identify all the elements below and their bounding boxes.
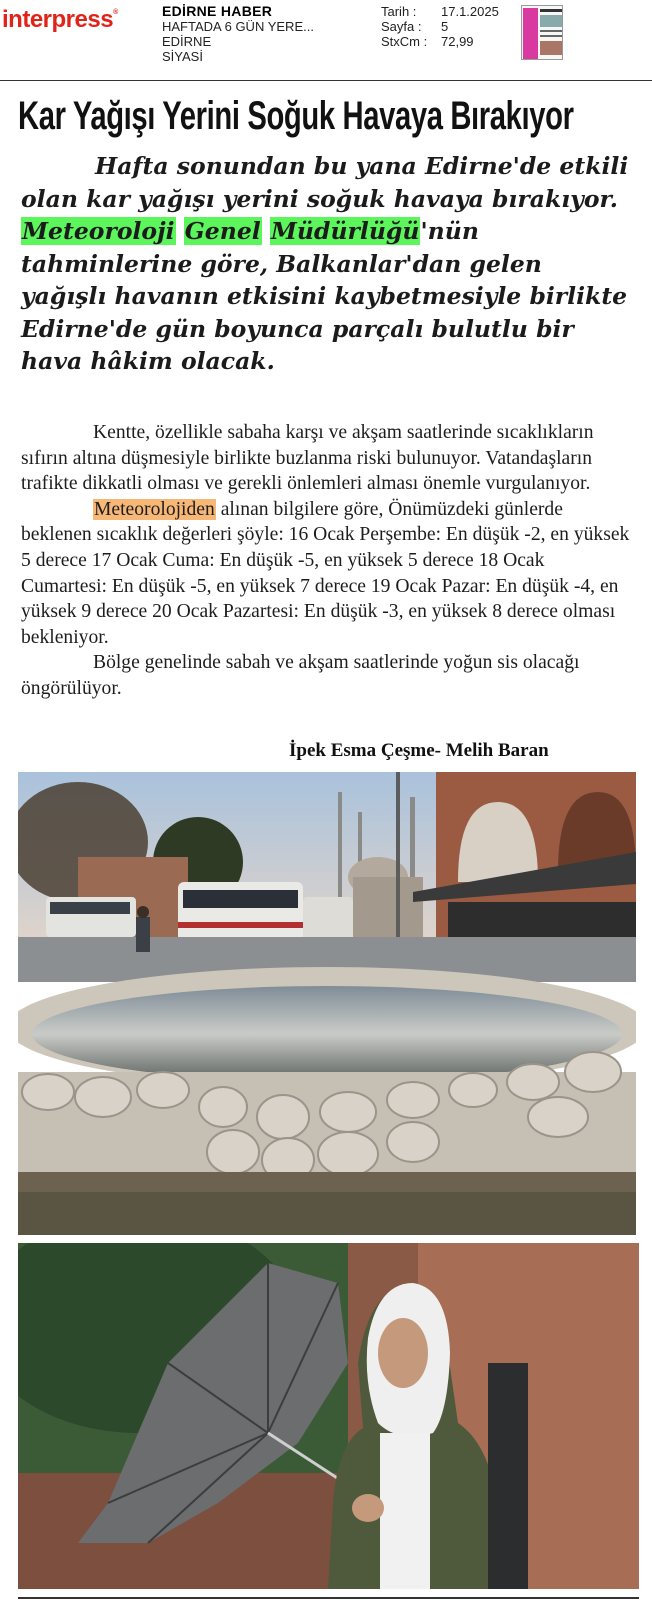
meta-value: 5 (441, 19, 449, 34)
meta-key: StxCm : (381, 34, 428, 49)
publication-info (162, 4, 352, 64)
highlight-meteorolojiden: Meteorolojiden (94, 498, 215, 520)
clipping-thumbnail-icon[interactable] (521, 5, 563, 60)
header-divider (0, 80, 652, 81)
photo-fountain-mosque (18, 772, 636, 1235)
bottom-divider (18, 1597, 639, 1599)
meta-key: Tarih : (381, 4, 417, 19)
highlight-genel: Genel (184, 217, 261, 245)
article-lead: Hafta sonundan bu yana Edirne'de etkili olan kar yağışı yerini soğuk havaya bırakıyor. Meteoroloji Genel Müdürlüğü'nün tahminlerine göre, Balkanlar'dan gelen yağışlı havanın etkisini kaybetmesiyle birlikte Edirne'de gün boyunca parçalı bulutlu bir hava hâkim olacak. (21, 152, 629, 375)
meta-row-stxcm (381, 34, 499, 49)
interpress-logo: interpress® (2, 6, 118, 33)
highlight-mudurlugu: Müdürlüğü (270, 217, 420, 245)
article-body (21, 420, 633, 702)
paragraph-ice-risk: Kentte, özellikle sabaha karşı ve akşam saatlerinde sıcaklıkların sıfırın altına düşmesiyle birlikte buzlanma riski bulunuyor. Vatandaşların trafikte dikkatli olması ve gerekli önlemleri alması önemle vurgulanıyor. (21, 422, 594, 495)
highlight-meteoroloji: Meteoroloji (22, 217, 175, 245)
article-headline: Kar Yağışı Yerini Soğuk Havaya Bırakıyor (18, 94, 574, 138)
meta-value: 17.1.2025 (441, 4, 499, 19)
meta-row-date (381, 4, 499, 19)
paragraph-forecast: Meteorolojiden alınan bilgilere göre, Önümüzdeki günlerde beklenen sıcaklık değerleri şöyle: 16 Ocak Perşembe: En düşük -2, en yüksek 5 derece 17 Ocak Cuma: En düşük -5, en yüksek 5 derece 18 Ocak Cumartesi: En düşük -5, en yüksek 7 derece 19 Ocak Pazar: En düşük -4, en yüksek 9 derece 20 Ocak Pazartesi: En düşük -3, en yüksek 8 derece olması bekleniyor. (21, 498, 630, 648)
publication-section: SİYASİ (162, 49, 203, 64)
meta-value: 72,99 (441, 34, 474, 49)
publication-city: EDİRNE (162, 34, 212, 49)
meta-key: Sayfa : (381, 19, 422, 34)
paragraph-fog: Bölge genelinde sabah ve akşam saatlerinde yoğun sis olacağı öngörülüyor. (21, 652, 580, 699)
photo-broken-umbrella (18, 1243, 639, 1589)
clipping-header (0, 0, 652, 80)
publication-name: EDİRNE HABER (162, 3, 273, 19)
publication-frequency: HAFTADA 6 GÜN YERE... (162, 19, 314, 34)
article-byline: İpek Esma Çeşme- Melih Baran (289, 740, 549, 761)
meta-row-page (381, 19, 499, 34)
clipping-meta (381, 4, 499, 49)
